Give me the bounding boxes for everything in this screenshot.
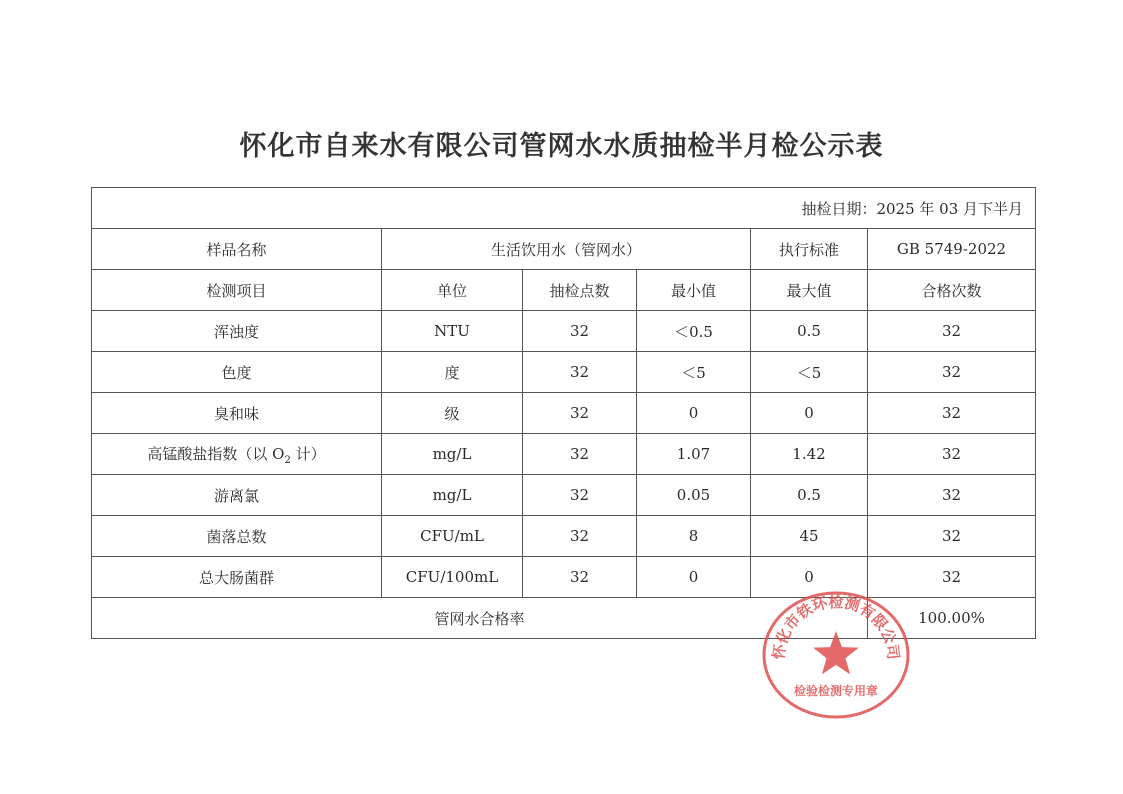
item-cell: 浑浊度 [92, 311, 382, 352]
seal-star-icon [813, 631, 859, 674]
sample-info-row [92, 229, 1036, 270]
pass-cell: 32 [868, 352, 1036, 393]
table-row [92, 311, 1036, 352]
item-cell: 色度 [92, 352, 382, 393]
sampling-date-row [92, 188, 1036, 229]
unit-cell: mg/L [382, 475, 523, 516]
table-row [92, 352, 1036, 393]
pass-cell: 32 [868, 434, 1036, 475]
pass-rate-value: 100.00% [868, 598, 1036, 639]
standard-label: 执行标准 [751, 229, 868, 270]
seal-text: 怀化市铁环检测有限公司 [769, 593, 903, 661]
max-cell: ＜5 [751, 352, 868, 393]
page-title: 怀化市自来水有限公司管网水水质抽检半月检公示表 [239, 131, 884, 162]
points-cell: 32 [523, 434, 637, 475]
table-row [92, 393, 1036, 434]
max-cell: 45 [751, 516, 868, 557]
column-header: 最小值 [637, 270, 751, 311]
official-seal [760, 589, 912, 721]
min-cell: 8 [637, 516, 751, 557]
max-cell: 0.5 [751, 475, 868, 516]
max-cell: 0.5 [751, 311, 868, 352]
unit-cell: mg/L [382, 434, 523, 475]
points-cell: 32 [523, 516, 637, 557]
column-header: 最大值 [751, 270, 868, 311]
sampling-date-value: 2025 年 03 月下半月 [876, 199, 1024, 218]
unit-cell: 级 [382, 393, 523, 434]
unit-cell: CFU/100mL [382, 557, 523, 598]
sample-name-label: 样品名称 [92, 229, 382, 270]
min-cell: ＜0.5 [637, 311, 751, 352]
water-quality-table [91, 187, 1036, 639]
points-cell: 32 [523, 311, 637, 352]
pass-cell: 32 [868, 516, 1036, 557]
pass-cell: 32 [868, 311, 1036, 352]
points-cell: 32 [523, 475, 637, 516]
pass-cell: 32 [868, 393, 1036, 434]
item-cell [92, 434, 382, 475]
points-cell: 32 [523, 393, 637, 434]
item-text: 高锰酸盐指数（以 O [147, 444, 285, 463]
item-text: 计） [290, 444, 326, 463]
column-header: 抽检点数 [523, 270, 637, 311]
column-header: 单位 [382, 270, 523, 311]
min-cell: ＜5 [637, 352, 751, 393]
sample-name-value: 生活饮用水（管网水） [382, 229, 751, 270]
min-cell: 0 [637, 557, 751, 598]
item-subscript: 2 [284, 454, 291, 466]
sampling-date-label: 抽检日期： [801, 199, 877, 218]
pass-cell: 32 [868, 557, 1036, 598]
header-row [92, 270, 1036, 311]
sampling-date-cell [92, 188, 1036, 229]
min-cell: 1.07 [637, 434, 751, 475]
points-cell: 32 [523, 352, 637, 393]
table-row [92, 475, 1036, 516]
max-cell: 0 [751, 557, 868, 598]
min-cell: 0.05 [637, 475, 751, 516]
max-cell: 0 [751, 393, 868, 434]
unit-cell: 度 [382, 352, 523, 393]
table-row [92, 516, 1036, 557]
min-cell: 0 [637, 393, 751, 434]
unit-cell: CFU/mL [382, 516, 523, 557]
unit-cell: NTU [382, 311, 523, 352]
points-cell: 32 [523, 557, 637, 598]
item-cell: 游离氯 [92, 475, 382, 516]
pass-rate-label: 管网水合格率 [92, 598, 868, 639]
standard-value: GB 5749-2022 [868, 229, 1036, 270]
column-header: 合格次数 [868, 270, 1036, 311]
max-cell: 1.42 [751, 434, 868, 475]
item-cell: 臭和味 [92, 393, 382, 434]
item-cell: 总大肠菌群 [92, 557, 382, 598]
seal-subtext: 检验检测专用章 [793, 684, 879, 698]
item-cell: 菌落总数 [92, 516, 382, 557]
column-header: 检测项目 [92, 270, 382, 311]
pass-cell: 32 [868, 475, 1036, 516]
table-row [92, 434, 1036, 475]
